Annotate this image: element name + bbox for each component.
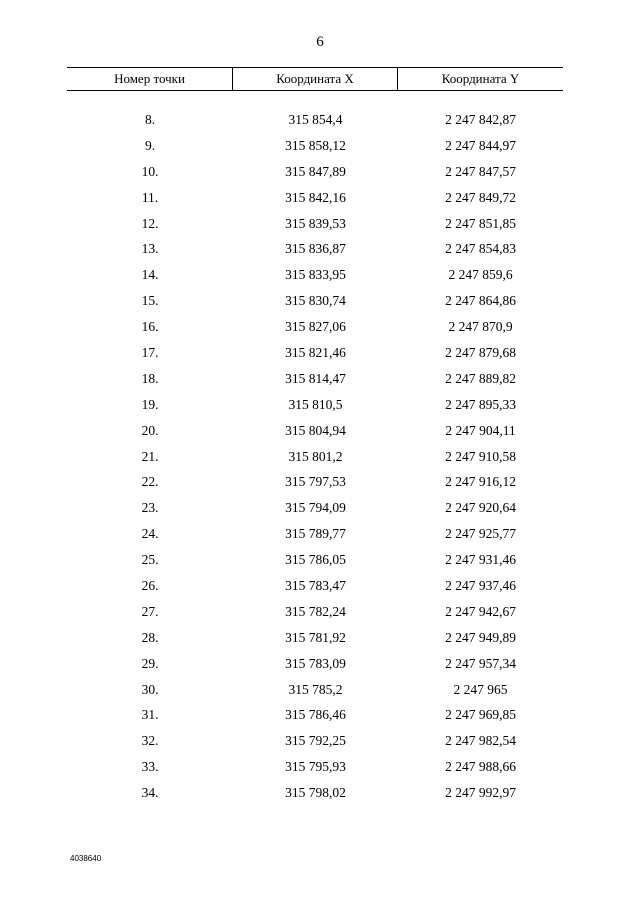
point-number-cell: 9. bbox=[144, 137, 156, 153]
coordinate-x-cell: 315 801,2 bbox=[288, 448, 343, 464]
table-row bbox=[67, 625, 563, 651]
coordinate-y-cell: 2 247 982,54 bbox=[445, 733, 516, 749]
point-number-cell: 23. bbox=[141, 500, 159, 516]
point-number-cell: 11. bbox=[141, 189, 159, 205]
table-row bbox=[67, 573, 563, 599]
table-row bbox=[67, 495, 563, 521]
coordinate-y-cell: 2 247 844,97 bbox=[445, 137, 516, 153]
header-coordinate-x: Координата X bbox=[233, 68, 398, 90]
table-row bbox=[67, 599, 563, 625]
table-body bbox=[67, 107, 563, 806]
point-number-cell: 17. bbox=[141, 344, 159, 360]
point-number-cell: 14. bbox=[141, 267, 159, 283]
coordinate-x-cell: 315 783,47 bbox=[285, 577, 346, 593]
coordinate-x-cell: 315 786,05 bbox=[285, 552, 346, 568]
coordinate-x-cell: 315 814,47 bbox=[285, 370, 346, 386]
table-row bbox=[67, 780, 563, 806]
point-number-cell: 22. bbox=[141, 474, 159, 490]
coordinate-x-cell: 315 789,77 bbox=[285, 526, 346, 542]
point-number-cell: 32. bbox=[141, 733, 159, 749]
coordinate-x-cell: 315 842,16 bbox=[285, 189, 346, 205]
coordinate-y-cell: 2 247 904,11 bbox=[445, 422, 516, 438]
coordinate-x-cell: 315 839,53 bbox=[285, 215, 346, 231]
coordinate-x-cell: 315 830,74 bbox=[285, 293, 346, 309]
coordinate-y-cell: 2 247 859,6 bbox=[448, 267, 513, 283]
coordinate-y-cell: 2 247 969,85 bbox=[445, 707, 516, 723]
point-number-cell: 10. bbox=[141, 163, 159, 179]
coordinate-x-cell: 315 854,4 bbox=[288, 111, 343, 127]
coordinate-y-cell: 2 247 864,86 bbox=[445, 293, 516, 309]
coordinate-x-cell: 315 795,93 bbox=[285, 759, 346, 775]
coordinate-y-cell: 2 247 895,33 bbox=[445, 396, 516, 412]
coordinate-y-cell: 2 247 849,72 bbox=[445, 189, 516, 205]
table-row bbox=[67, 288, 563, 314]
point-number-cell: 31. bbox=[141, 707, 159, 723]
point-number-cell: 21. bbox=[141, 448, 159, 464]
coordinate-y-cell: 2 247 842,87 bbox=[445, 111, 516, 127]
table-row bbox=[67, 651, 563, 677]
coordinate-y-cell: 2 247 910,58 bbox=[445, 448, 516, 464]
table-row bbox=[67, 211, 563, 237]
coordinate-y-cell: 2 247 949,89 bbox=[445, 629, 516, 645]
coordinate-y-cell: 2 247 920,64 bbox=[445, 500, 516, 516]
table-row bbox=[67, 392, 563, 418]
table-row bbox=[67, 418, 563, 444]
table-row bbox=[67, 677, 563, 703]
coordinate-y-cell: 2 247 916,12 bbox=[445, 474, 516, 490]
table-row bbox=[67, 469, 563, 495]
point-number-cell: 30. bbox=[141, 681, 159, 697]
coordinate-x-cell: 315 821,46 bbox=[285, 344, 346, 360]
coordinate-x-cell: 315 827,06 bbox=[285, 319, 346, 335]
table-row bbox=[67, 133, 563, 159]
table-row bbox=[67, 159, 563, 185]
point-number-cell: 13. bbox=[141, 241, 159, 257]
coordinate-y-cell: 2 247 847,57 bbox=[445, 163, 516, 179]
coordinate-y-cell: 2 247 854,83 bbox=[445, 241, 516, 257]
coordinate-x-cell: 315 833,95 bbox=[285, 267, 346, 283]
coordinates-table bbox=[67, 67, 563, 801]
coordinate-y-cell: 2 247 889,82 bbox=[445, 370, 516, 386]
point-number-cell: 24. bbox=[141, 526, 159, 542]
coordinate-x-cell: 315 798,02 bbox=[285, 785, 346, 801]
coordinate-y-cell: 2 247 957,34 bbox=[445, 655, 516, 671]
point-number-cell: 8. bbox=[144, 111, 156, 127]
table-row bbox=[67, 728, 563, 754]
point-number-cell: 16. bbox=[141, 319, 159, 335]
coordinate-x-cell: 315 785,2 bbox=[288, 681, 343, 697]
point-number-cell: 25. bbox=[141, 552, 159, 568]
table-row bbox=[67, 444, 563, 470]
coordinate-y-cell: 2 247 870,9 bbox=[448, 319, 513, 335]
header-coordinate-y: Координата Y bbox=[441, 71, 520, 86]
coordinate-x-cell: 315 810,5 bbox=[288, 396, 343, 412]
point-number-cell: 27. bbox=[141, 603, 159, 619]
coordinate-x-cell: 315 792,25 bbox=[285, 733, 346, 749]
point-number-cell: 19. bbox=[141, 396, 159, 412]
header-point-number: Номер точки bbox=[67, 68, 233, 90]
document-code: 4038640 bbox=[70, 854, 102, 863]
table-row bbox=[67, 547, 563, 573]
coordinate-y-cell: 2 247 942,67 bbox=[445, 603, 516, 619]
table-row bbox=[67, 366, 563, 392]
coordinate-x-cell: 315 794,09 bbox=[285, 500, 346, 516]
coordinate-x-cell: 315 786,46 bbox=[285, 707, 346, 723]
table-row bbox=[67, 314, 563, 340]
coordinate-y-cell: 2 247 992,97 bbox=[445, 785, 516, 801]
point-number-cell: 20. bbox=[141, 422, 159, 438]
table-row bbox=[67, 702, 563, 728]
coordinate-x-cell: 315 847,89 bbox=[285, 163, 346, 179]
coordinate-y-cell: 2 247 925,77 bbox=[445, 526, 516, 542]
point-number-cell: 18. bbox=[141, 370, 159, 386]
coordinate-x-cell: 315 781,92 bbox=[285, 629, 346, 645]
coordinate-x-cell: 315 797,53 bbox=[285, 474, 346, 490]
coordinate-x-cell: 315 836,87 bbox=[285, 241, 346, 257]
coordinate-x-cell: 315 782,24 bbox=[285, 603, 346, 619]
coordinate-y-cell: 2 247 937,46 bbox=[445, 577, 516, 593]
coordinate-x-cell: 315 858,12 bbox=[285, 137, 346, 153]
table-row bbox=[67, 262, 563, 288]
coordinate-y-cell: 2 247 988,66 bbox=[445, 759, 516, 775]
coordinate-x-cell: 315 804,94 bbox=[285, 422, 346, 438]
coordinate-y-cell: 2 247 965 bbox=[453, 681, 508, 697]
coordinate-y-cell: 2 247 879,68 bbox=[445, 344, 516, 360]
coordinate-y-cell: 2 247 931,46 bbox=[445, 552, 516, 568]
point-number-cell: 28. bbox=[141, 629, 159, 645]
coordinate-x-cell: 315 783,09 bbox=[285, 655, 346, 671]
table-row bbox=[67, 754, 563, 780]
table-row bbox=[67, 236, 563, 262]
coordinate-y-cell: 2 247 851,85 bbox=[445, 215, 516, 231]
table-row bbox=[67, 340, 563, 366]
point-number-cell: 29. bbox=[141, 655, 159, 671]
point-number-cell: 15. bbox=[141, 293, 159, 309]
point-number-cell: 33. bbox=[141, 759, 159, 775]
table-row bbox=[67, 185, 563, 211]
point-number-cell: 12. bbox=[141, 215, 159, 231]
table-row bbox=[67, 107, 563, 133]
table-row bbox=[67, 521, 563, 547]
point-number-cell: 26. bbox=[141, 577, 159, 593]
table-header bbox=[67, 67, 563, 91]
page-number: 6 bbox=[316, 34, 324, 50]
point-number-cell: 34. bbox=[141, 785, 159, 801]
